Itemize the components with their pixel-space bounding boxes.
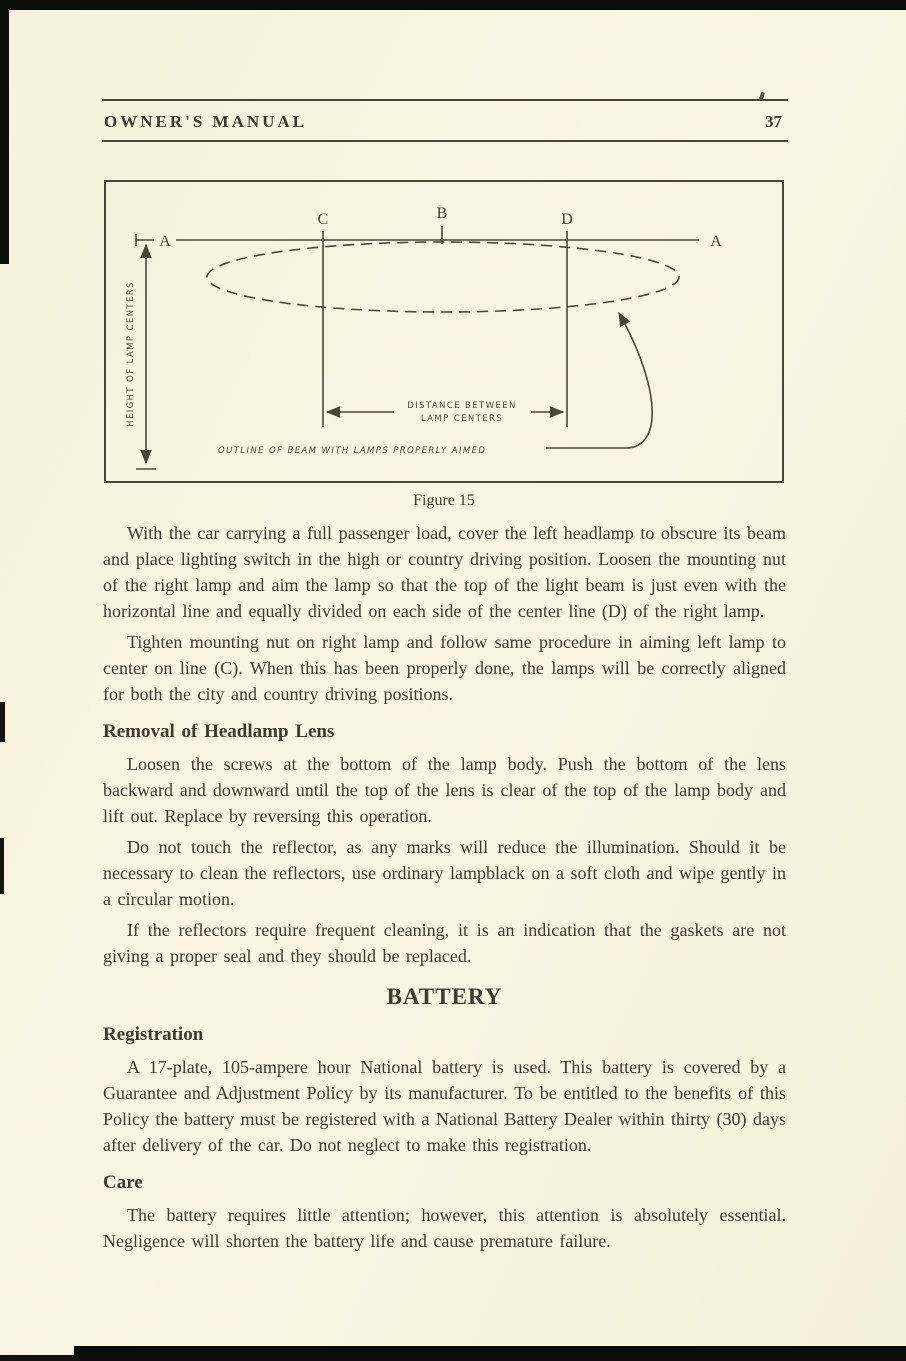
scan-edge-top xyxy=(0,0,906,10)
paragraph: Loosen the screws at the bottom of the lamp body. Push the bottom of the lens backward and downward until the top of the lens is clear of the top of the lamp body and lift out. Replace by reversing this operation. xyxy=(103,754,786,826)
scan-edge-mark xyxy=(0,702,5,742)
label-d: D xyxy=(561,211,573,228)
figure-15 xyxy=(104,180,784,510)
paragraph: A 17-plate, 105-ampere hour National battery is used. This battery is covered by a Guarantee and Adjustment Policy by its manufacturer. To be entitled to the benefits of this Policy the battery must be registered with a National Battery Dealer within thirty (30) days after delivery of the car. Do not neglect to make this registration. xyxy=(103,1057,786,1155)
header-rule-bottom xyxy=(102,140,788,142)
chapter-heading-battery: BATTERY xyxy=(386,984,503,1009)
paragraph: Tighten mounting nut on right lamp and follow same procedure in aiming left lamp to center on line (C). When this has been properly done, the lamps will be correctly aligned for both the city and country driving positions. xyxy=(103,632,786,704)
scan-edge-mark xyxy=(0,838,4,894)
page-header xyxy=(102,99,788,142)
headlamp-aiming-diagram xyxy=(106,182,782,481)
section-heading-lens-removal: Removal of Headlamp Lens xyxy=(103,721,335,742)
paragraph: If the reflectors require frequent cleaning, it is an indication that the gaskets are not giving a proper seal and they should be replaced. xyxy=(103,920,786,966)
figure-caption: Figure 15 xyxy=(413,492,475,509)
beam-outline xyxy=(207,242,679,312)
label-a-right: A xyxy=(710,233,722,250)
running-title: OWNER'S MANUAL xyxy=(104,112,308,131)
height-axis-label: HEIGHT OF LAMP CENTERS xyxy=(126,281,136,427)
page-number: 37 xyxy=(765,112,782,131)
figure-frame xyxy=(104,180,784,483)
distance-label-line2: LAMP CENTERS xyxy=(420,414,504,424)
paragraph: Do not touch the reflector, as any marks will reduce the illumination. Should it be necessary to clean the reflectors, use ordinary lampblack on a soft cloth and wipe gently in a circular motion. xyxy=(103,837,786,909)
beam-note-leader xyxy=(546,313,652,448)
distance-label-line1: DISTANCE BETWEEN xyxy=(407,401,517,411)
paragraph: With the car carrying a full passenger load, cover the left headlamp to obscure its beam and place lighting switch in the high or country driving position. Loosen the mounting nut of the right lamp and aim the lamp so that the top of the light beam is just even with the horizontal line and equally divided on each side of the center line (D) of the right lamp. xyxy=(103,523,786,621)
beam-note-label: OUTLINE OF BEAM WITH LAMPS PROPERLY AIMED xyxy=(218,446,487,456)
section-heading-care: Care xyxy=(103,1172,143,1193)
scan-edge-bottom xyxy=(74,1346,906,1361)
scan-edge-mark xyxy=(0,1355,80,1361)
section-heading-registration: Registration xyxy=(103,1024,204,1045)
label-c: C xyxy=(317,211,329,228)
page-body xyxy=(103,520,786,1259)
label-b: B xyxy=(436,205,448,222)
scan-edge-left xyxy=(0,0,9,264)
label-a-left: A xyxy=(159,233,171,250)
paragraph: The battery requires little attention; however, this attention is absolutely essential. Negligence will shorten the battery life and cause premature failure. xyxy=(103,1205,786,1251)
